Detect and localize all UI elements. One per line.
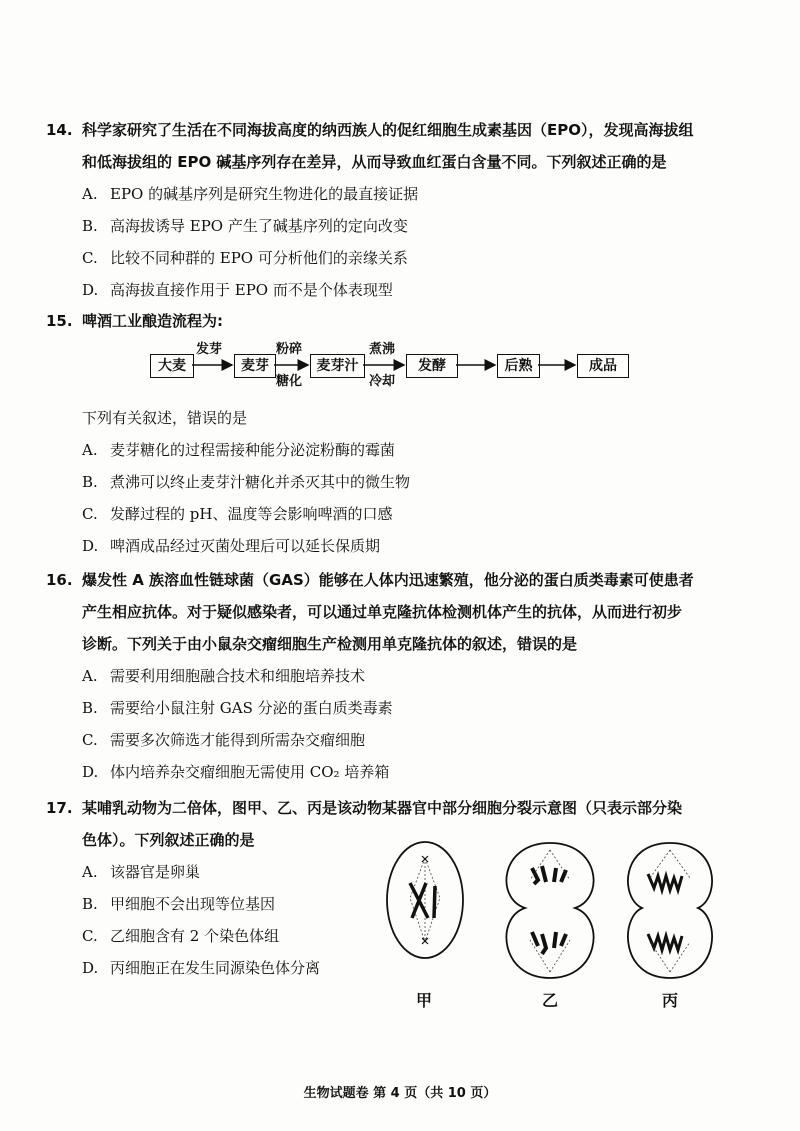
question-14-stem: 14. 科学家研究了生活在不同海拔高度的纳西族人的促红细胞生成素基因（EPO），发现高海拔组 和低海拔组的 EPO 碱基序列存在差异，从而导致血红蛋白含量不同。下列叙述正确的是 <box>46 114 766 178</box>
option-b: B. 需要给小鼠注射 GAS 分泌的蛋白质类毒素 <box>82 699 393 717</box>
label-germinate: 发芽 <box>196 342 223 357</box>
option-a: A. 该器官是卵巢 <box>82 863 201 881</box>
flow-box-ferment: 发酵 <box>406 354 458 378</box>
option-b: B. 甲细胞不会出现等位基因 <box>82 895 276 913</box>
question-14 <box>46 114 766 306</box>
question-15 <box>46 305 766 337</box>
option-b: B. 高海拔诱导 EPO 产生了碱基序列的定向改变 <box>82 217 408 235</box>
question-15-body <box>46 402 766 562</box>
option-a: A. 麦芽糖化的过程需接种能分泌淀粉酶的霉菌 <box>82 441 396 459</box>
cell-jia-diagram <box>387 842 463 958</box>
flow-box-product: 成品 <box>577 354 629 378</box>
question-number: 15. <box>46 312 73 330</box>
question-15-stem: 15. 啤酒工业酿造流程为: <box>46 305 766 337</box>
label-jia: 甲 <box>416 991 433 1010</box>
flow-box-malt: 麦芽 <box>234 354 276 378</box>
question-17-stem: 17. 某哺乳动物为二倍体，图甲、乙、丙是该动物某器官中部分细胞分裂示意图（只表示部分染 色体）。下列叙述正确的是 <box>46 792 766 856</box>
question-number: 17. <box>46 799 73 817</box>
label-crush: 粉碎 <box>276 342 303 357</box>
question-16 <box>46 564 766 788</box>
cell-division-figure <box>380 838 720 1008</box>
option-b: B. 煮沸可以终止麦芽汁糖化并杀灭其中的微生物 <box>82 473 411 491</box>
label-yi: 乙 <box>542 991 559 1010</box>
option-d: D. 高海拔直接作用于 EPO 而不是个体表现型 <box>82 281 393 299</box>
cell-bing-diagram <box>628 843 712 978</box>
page-footer: 生物试题卷 第 4 页（共 10 页） <box>303 1086 497 1101</box>
label-bing: 丙 <box>662 991 679 1010</box>
option-d: D. 丙细胞正在发生同源染色体分离 <box>82 959 321 977</box>
option-d: D. 啤酒成品经过灭菌处理后可以延长保质期 <box>82 537 381 555</box>
question-number: 16. <box>46 571 73 589</box>
flow-box-barley: 大麦 <box>150 354 194 378</box>
option-a: A. EPO 的碱基序列是研究生物进化的最直接证据 <box>82 185 419 203</box>
flow-box-wort: 麦芽汁 <box>310 354 365 378</box>
label-cool: 冷却 <box>369 374 396 389</box>
cell-yi-diagram <box>506 843 593 978</box>
option-d: D. 体内培养杂交瘤细胞无需使用 CO₂ 培养箱 <box>82 763 390 781</box>
label-boil: 煮沸 <box>369 342 396 357</box>
question-16-stem: 16. 爆发性 A 族溶血性链球菌（GAS）能够在人体内迅速繁殖，他分泌的蛋白质类毒素可使患者 产生相应抗体。对于疑似感染者，可以通过单克隆抗体检测机体产生的抗体，从而进行初步 诊断。下列关于由小鼠杂交瘤细胞生产检测用单克隆抗体的叙述，错误的是 <box>46 564 766 660</box>
brewing-flowchart <box>150 344 630 394</box>
option-c: C. 发酵过程的 pH、温度等会影响啤酒的口感 <box>82 505 393 523</box>
option-a: A. 需要利用细胞融合技术和细胞培养技术 <box>82 667 366 685</box>
label-saccharify: 糖化 <box>276 374 303 389</box>
option-c: C. 比较不同种群的 EPO 可分析他们的亲缘关系 <box>82 249 408 267</box>
question-number: 14. <box>46 121 73 139</box>
option-c: C. 需要多次筛选才能得到所需杂交瘤细胞 <box>82 731 366 749</box>
option-c: C. 乙细胞含有 2 个染色体组 <box>82 927 280 945</box>
flow-box-maturation: 后熟 <box>497 354 540 378</box>
question-15-intro: 下列有关叙述，错误的是 <box>82 409 248 427</box>
